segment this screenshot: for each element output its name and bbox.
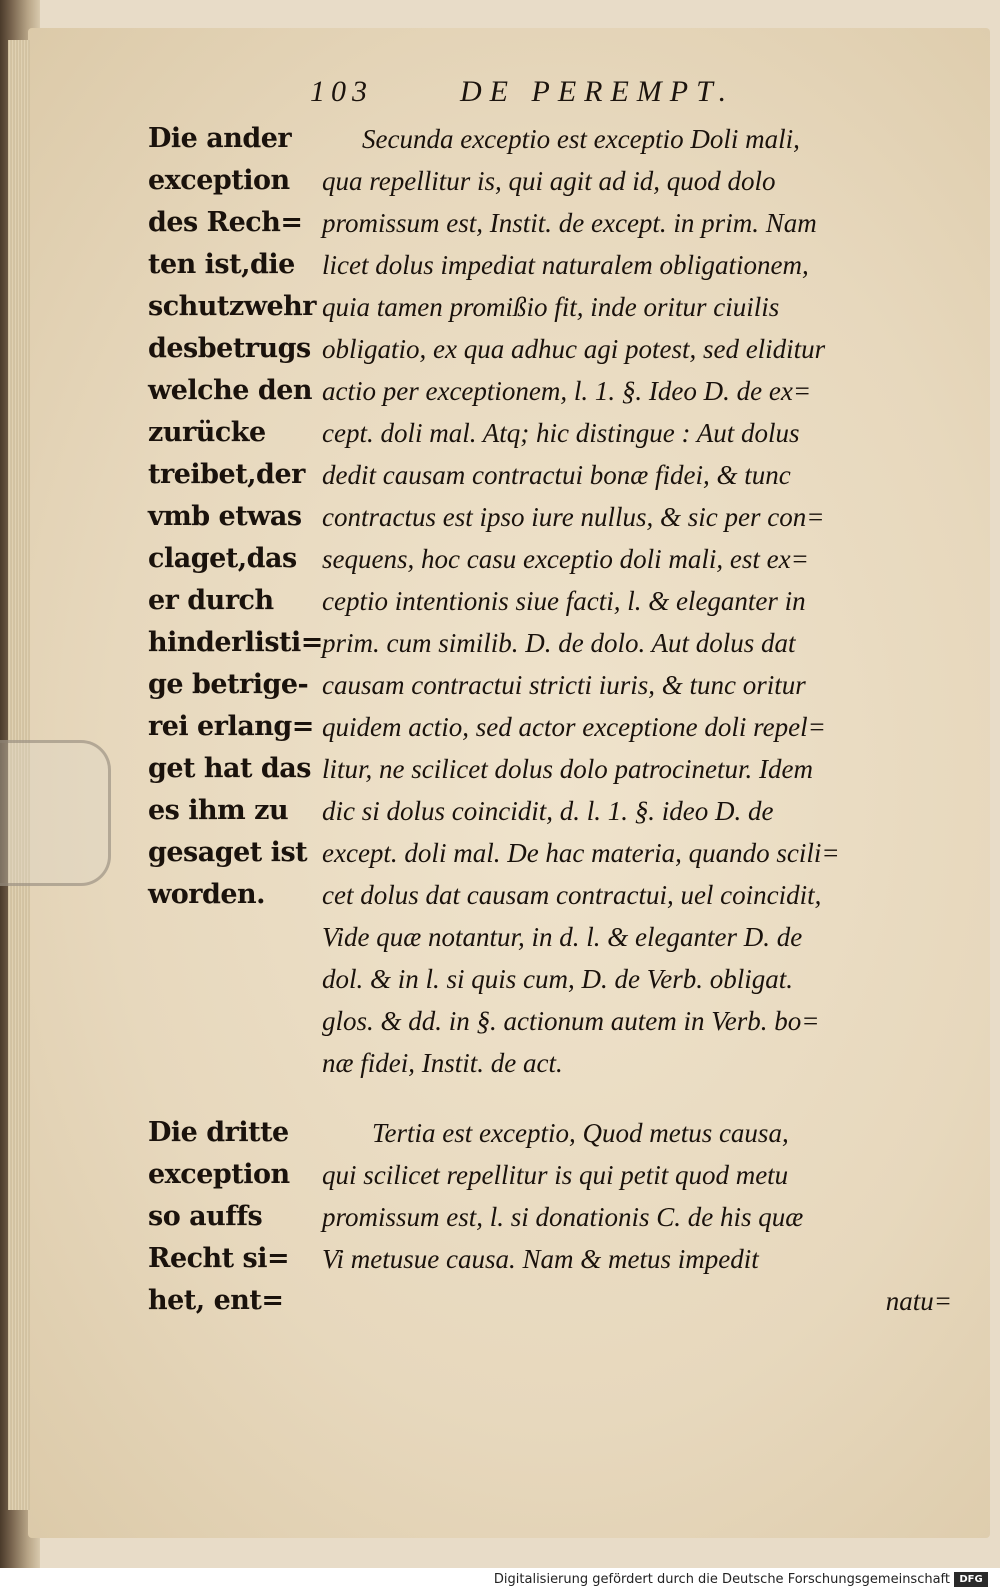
text-line: Vide quæ notantur, in d. l. & eleganter D. de xyxy=(322,922,803,952)
text-line: except. doli mal. De hac materia, quando scili= xyxy=(322,838,840,868)
text-line: promissum est, Instit. de except. in prim. Nam xyxy=(322,208,817,238)
text-line: natu= xyxy=(885,1286,952,1316)
body-text-section1 xyxy=(322,118,952,1084)
dfg-logo: DFG xyxy=(954,1572,988,1587)
digitization-footer xyxy=(0,1568,1000,1591)
margin-note-section2 xyxy=(148,1112,313,1322)
text-line: qua repellitur is, qui agit ad id, quod dolo xyxy=(322,166,776,196)
margin-line: gesaget ist xyxy=(148,837,308,868)
running-title: DE PEREMPT. xyxy=(460,75,735,108)
text-line: causam contractui stricti iuris, & tunc oritur xyxy=(322,670,806,700)
running-header xyxy=(310,75,790,115)
text-line: actio per exceptionem, l. 1. §. Ideo D. de ex= xyxy=(322,376,812,406)
text-line: glos. & dd. in §. actionum autem in Verb. bo= xyxy=(322,1006,820,1036)
margin-note-section1 xyxy=(148,118,323,916)
margin-line: er durch xyxy=(148,585,274,616)
margin-line: exception xyxy=(148,165,290,196)
margin-line: claget,das xyxy=(148,543,297,574)
text-line: dol. & in l. si quis cum, D. de Verb. obligat. xyxy=(322,964,793,994)
margin-line: des Rech= xyxy=(148,207,303,238)
text-line: quia tamen promißio fit, inde oritur ciuilis xyxy=(322,292,780,322)
margin-line: so auffs xyxy=(148,1201,263,1232)
margin-line: Die ander xyxy=(148,123,292,154)
text-line: qui scilicet repellitur is qui petit quod metu xyxy=(322,1160,789,1190)
text-line: prim. cum similib. D. de dolo. Aut dolus dat xyxy=(322,628,796,658)
margin-line: es ihm zu xyxy=(148,795,289,826)
margin-line: zurücke xyxy=(148,417,266,448)
margin-line: rei erlang= xyxy=(148,711,314,742)
text-line: næ fidei, Instit. de act. xyxy=(322,1048,563,1078)
text-line: Secunda exceptio est exceptio Doli mali, xyxy=(362,124,800,154)
text-line: contractus est ipso iure nullus, & sic per con= xyxy=(322,502,825,532)
margin-line: ge betrige- xyxy=(148,669,309,700)
margin-line: vmb etwas xyxy=(148,501,302,532)
body-text-section2 xyxy=(322,1112,952,1322)
text-line: licet dolus impediat naturalem obligationem, xyxy=(322,250,809,280)
page-clip xyxy=(0,740,111,886)
text-line: dic si dolus coincidit, d. l. 1. §. ideo D. de xyxy=(322,796,774,826)
margin-line: ten ist,die xyxy=(148,249,295,280)
footer-credit: Digitalisierung gefördert durch die Deutsche Forschungsgemeinschaft xyxy=(493,1572,950,1587)
text-line: promissum est, l. si donationis C. de his quæ xyxy=(322,1202,804,1232)
margin-line: welche den xyxy=(148,375,313,406)
text-line: dedit causam contractui bonæ fidei, & tunc xyxy=(322,460,791,490)
text-line: ceptio intentionis siue facti, l. & eleganter in xyxy=(322,586,806,616)
text-line: sequens, hoc casu exceptio doli mali, est ex= xyxy=(322,544,809,574)
margin-line: Die dritte xyxy=(148,1117,289,1148)
margin-line: Recht si= xyxy=(148,1243,290,1274)
text-line: Vi metusue causa. Nam & metus impedit xyxy=(322,1244,759,1274)
text-line: quidem actio, sed actor exceptione doli repel= xyxy=(322,712,826,742)
margin-line: schutzwehr xyxy=(148,291,316,322)
page-number: 103 xyxy=(310,75,373,108)
margin-line: exception xyxy=(148,1159,290,1190)
text-line: cept. doli mal. Atq; hic distingue : Aut dolus xyxy=(322,418,800,448)
margin-line: get hat das xyxy=(148,753,311,784)
text-line: cet dolus dat causam contractui, uel coincidit, xyxy=(322,880,822,910)
margin-line: worden. xyxy=(148,879,266,910)
text-line: Tertia est exceptio, Quod metus causa, xyxy=(372,1118,789,1148)
text-line: obligatio, ex qua adhuc agi potest, sed eliditur xyxy=(322,334,826,364)
margin-line: hinderlisti= xyxy=(148,627,323,658)
text-line: litur, ne scilicet dolus dolo patrocinetur. Idem xyxy=(322,754,813,784)
margin-line: desbetrugs xyxy=(148,333,311,364)
margin-line: treibet,der xyxy=(148,459,305,490)
margin-line: het, ent= xyxy=(148,1285,284,1316)
